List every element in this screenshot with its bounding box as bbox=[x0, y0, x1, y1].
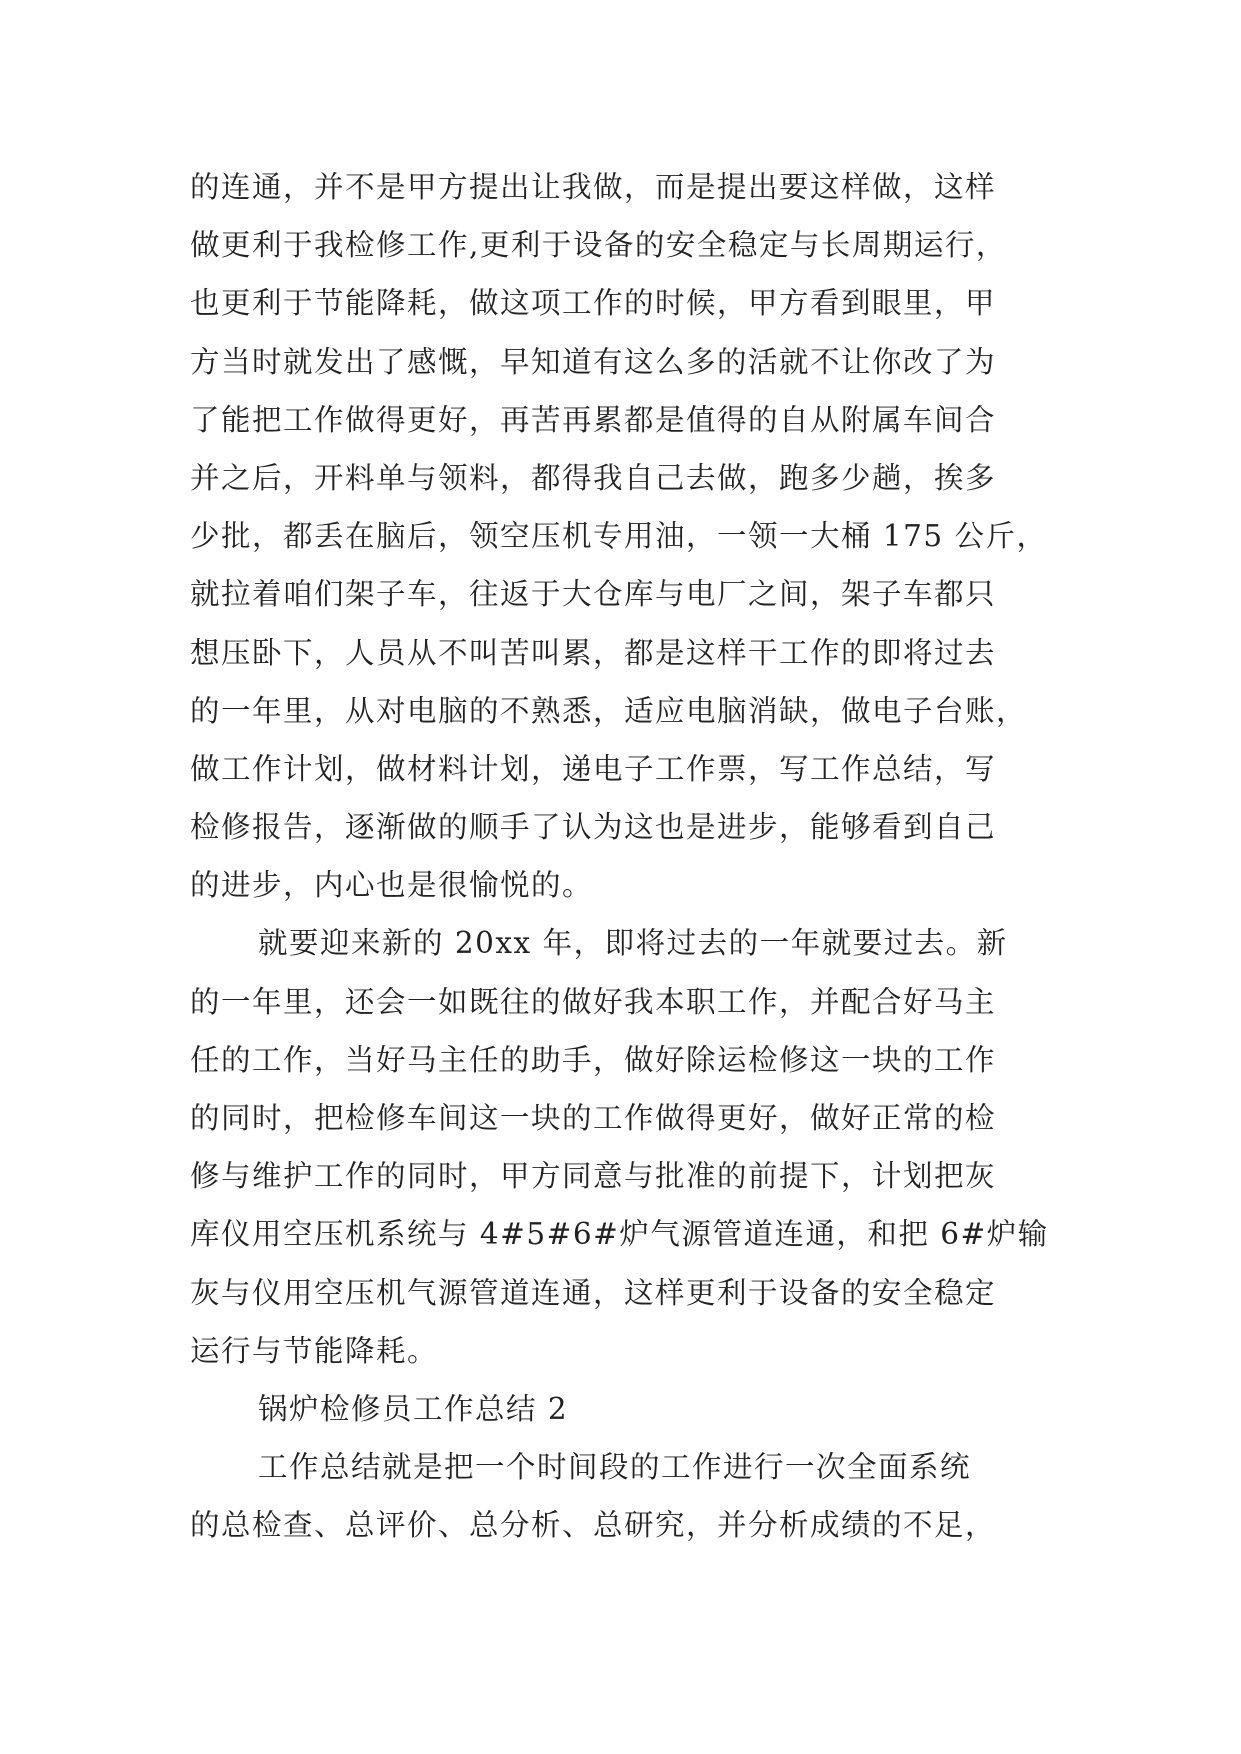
text-line: 的一年里，从对电脑的不熟悉，适应电脑消缺，做电子台账， bbox=[190, 693, 1028, 728]
text-line: 的总检查、总评价、总分析、总研究，并分析成绩的不足， bbox=[190, 1508, 997, 1543]
text-line: 做更利于我检修工作,更利于设备的安全稳定与长周期运行， bbox=[190, 228, 1007, 263]
text-line: 做工作计划，做材料计划，递电子工作票，写工作总结，写 bbox=[190, 751, 997, 786]
text-line: 少批，都丢在脑后，领空压机专用油，一领一大桶 175 公斤， bbox=[190, 519, 1048, 554]
text-line: 库仪用空压机系统与 4#5#6#炉气源管道连通，和把 6#炉输 bbox=[190, 1217, 1049, 1252]
text-line: 检修报告，逐渐做的顺手了认为这也是进步，能够看到自己 bbox=[190, 810, 997, 845]
text-line: 运行与节能降耗。 bbox=[190, 1333, 439, 1368]
text-line: 并之后，开料单与领料，都得我自己去做，跑多少趟，挨多 bbox=[190, 460, 997, 495]
paragraph-first-line: 就要迎来新的 20xx 年，即将过去的一年就要过去。新 bbox=[258, 926, 1008, 961]
text-line: 的进步，内心也是很愉悦的。 bbox=[190, 868, 594, 903]
text-line: 就拉着咱们架子车，往返于大仓库与电厂之间，架子车都只 bbox=[190, 577, 997, 612]
text-line: 的连通，并不是甲方提出让我做，而是提出要这样做，这样 bbox=[190, 170, 997, 204]
text-line: 也更利于节能降耗，做这项工作的时候，甲方看到眼里，甲 bbox=[190, 286, 997, 321]
text-line: 方当时就发出了感慨，早知道有这么多的活就不让你改了为 bbox=[190, 344, 997, 379]
text-line: 任的工作，当好马主任的助手，做好除运检修这一块的工作 bbox=[190, 1042, 997, 1077]
text-line: 的同时，把检修车间这一块的工作做得更好，做好正常的检 bbox=[190, 1101, 997, 1135]
section-heading: 锅炉检修员工作总结 2 bbox=[258, 1391, 569, 1426]
text-line: 想压卧下，人员从不叫苦叫累，都是这样干工作的即将过去 bbox=[190, 635, 997, 670]
text-line: 的一年里，还会一如既往的做好我本职工作，并配合好马主 bbox=[190, 984, 997, 1019]
paragraph-first-line: 工作总结就是把一个时间段的工作进行一次全面系统 bbox=[258, 1450, 972, 1485]
text-line: 修与维护工作的同时，甲方同意与批准的前提下，计划把灰 bbox=[190, 1159, 997, 1194]
text-line: 灰与仪用空压机气源管道连通，这样更利于设备的安全稳定 bbox=[190, 1275, 997, 1310]
document-body bbox=[190, 158, 1090, 1555]
text-line: 了能把工作做得更好，再苦再累都是值得的自从附属车间合 bbox=[190, 402, 997, 437]
